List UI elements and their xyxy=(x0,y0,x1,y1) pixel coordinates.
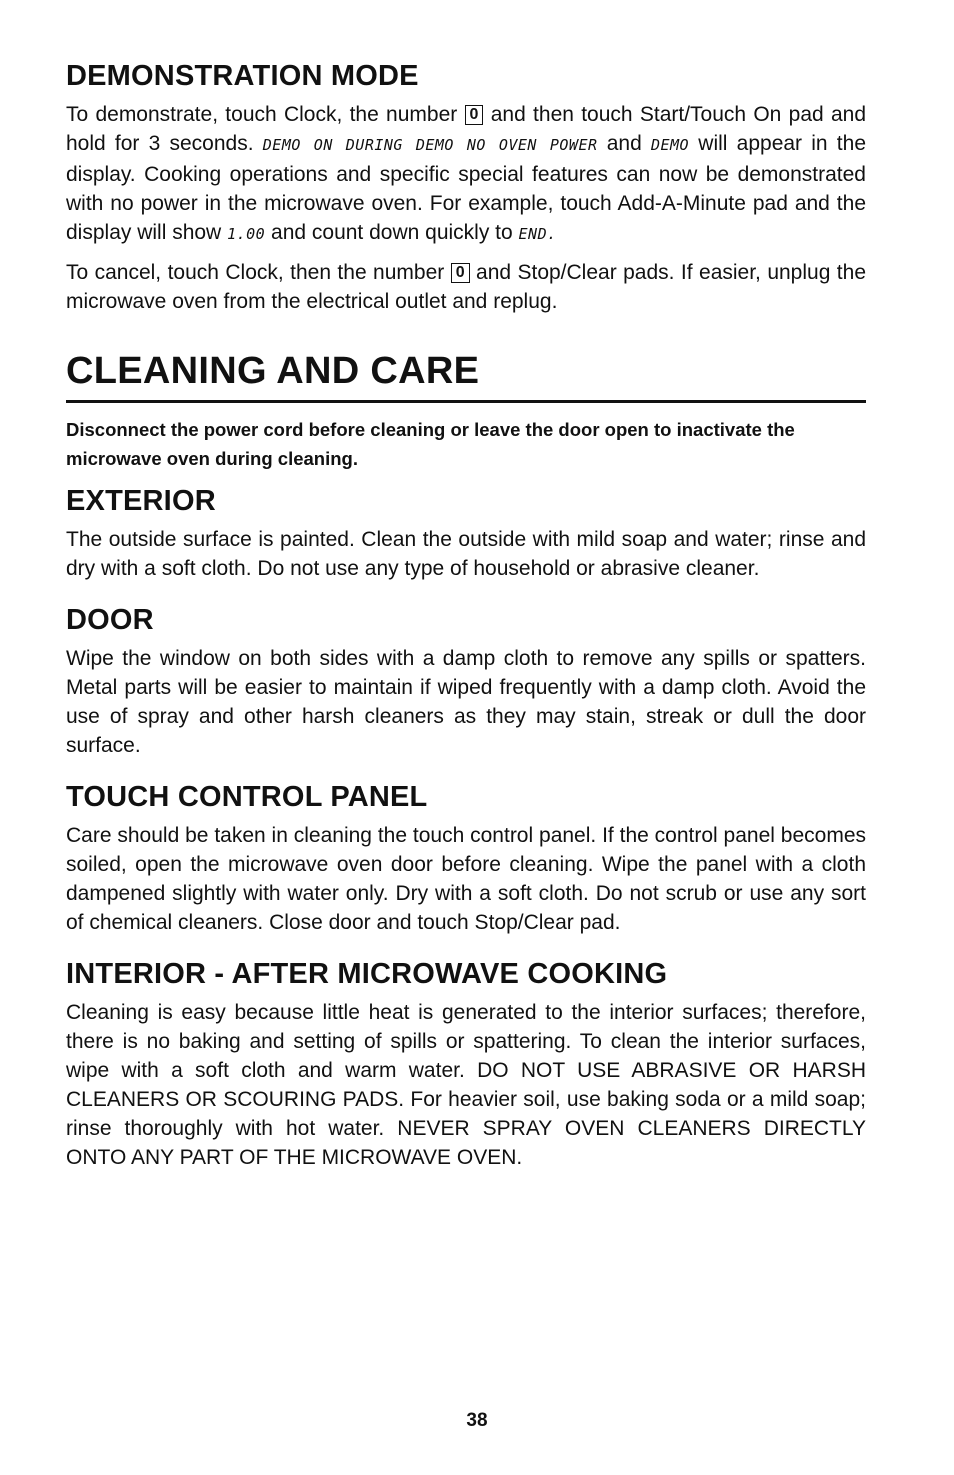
display-demo: DEMO xyxy=(650,136,690,154)
display-end: END. xyxy=(518,225,557,243)
demo-text-2: and then touch Start/Touch On pad and hold for 3 seconds. xyxy=(66,103,866,155)
demonstration-paragraph-2 xyxy=(66,258,866,316)
cancel-text-2: and Stop/Clear pads. If easier, unplug the microwave oven from the electrical outlet and replug. xyxy=(66,261,866,313)
cancel-text-1: To cancel, touch Clock, then the number xyxy=(66,261,451,284)
interior-text: Cleaning is easy because little heat is generated to the interior surfaces; therefore, there is no baking and setting of spills or spattering. To clean the interior surfaces, wipe with a soft cloth and warm water. DO NOT USE ABRASIVE OR HARSH CLEANERS OR SCOURING PADS. For heavier soil, use baking soda or a mild soap; rinse thoroughly with hot water. NEVER SPRAY OVEN CLEANERS DIRECTLY ONTO ANY PART OF THE MICROWAVE OVEN. xyxy=(66,1001,866,1169)
zero-key-label: 0 xyxy=(465,105,484,125)
page-number: 38 xyxy=(466,1410,488,1431)
demo-text-3: and xyxy=(597,132,651,155)
door-text: Wipe the window on both sides with a damp cloth to remove any spills or spatters. Metal parts will be easier to maintain if wiped frequently with a damp cloth. Avoid the use of spray and other harsh cleaners as they may stain, streak or dull the door surface. xyxy=(66,647,866,757)
demo-text-1: To demonstrate, touch Clock, the number xyxy=(66,103,465,126)
manual-page xyxy=(66,58,866,1181)
demo-text-4: will appear in the display. Cooking operations and specific special features can now be demonstrated with no power in the microwave oven. For example, touch Add-A-Minute pad and the display will show xyxy=(66,132,867,244)
exterior-text: The outside surface is painted. Clean the outside with mild soap and water; rinse and dry with a soft cloth. Do not use any type of household or abrasive cleaner. xyxy=(66,528,866,580)
interior-heading: INTERIOR - AFTER MICROWAVE COOKING xyxy=(66,958,668,990)
touch-control-panel-heading: TOUCH CONTROL PANEL xyxy=(66,781,428,813)
demo-text-5: and count down quickly to xyxy=(265,221,519,244)
disconnect-warning: Disconnect the power cord before cleaning or leave the door open to inactivate the microwave oven during cleaning. xyxy=(66,419,795,469)
demonstration-mode-heading: DEMONSTRATION MODE xyxy=(66,60,419,92)
door-heading: DOOR xyxy=(66,604,154,636)
touch-control-panel-text: Care should be taken in cleaning the touch control panel. If the control panel becomes soiled, open the microwave oven door before cleaning. Wipe the panel with a cloth dampened slightly with water only. Dry with a soft cloth. Do not scrub or use any sort of chemical cleaners. Close door and touch Stop/Clear pad. xyxy=(66,824,866,934)
exterior-heading: EXTERIOR xyxy=(66,485,216,517)
display-demo-message: DEMO ON DURING DEMO NO OVEN POWER xyxy=(262,136,598,154)
display-time: 1.00 xyxy=(227,225,266,243)
zero-key-label-2: 0 xyxy=(451,263,470,283)
demonstration-paragraph-1 xyxy=(66,100,866,249)
cleaning-and-care-heading: CLEANING AND CARE xyxy=(66,348,866,403)
